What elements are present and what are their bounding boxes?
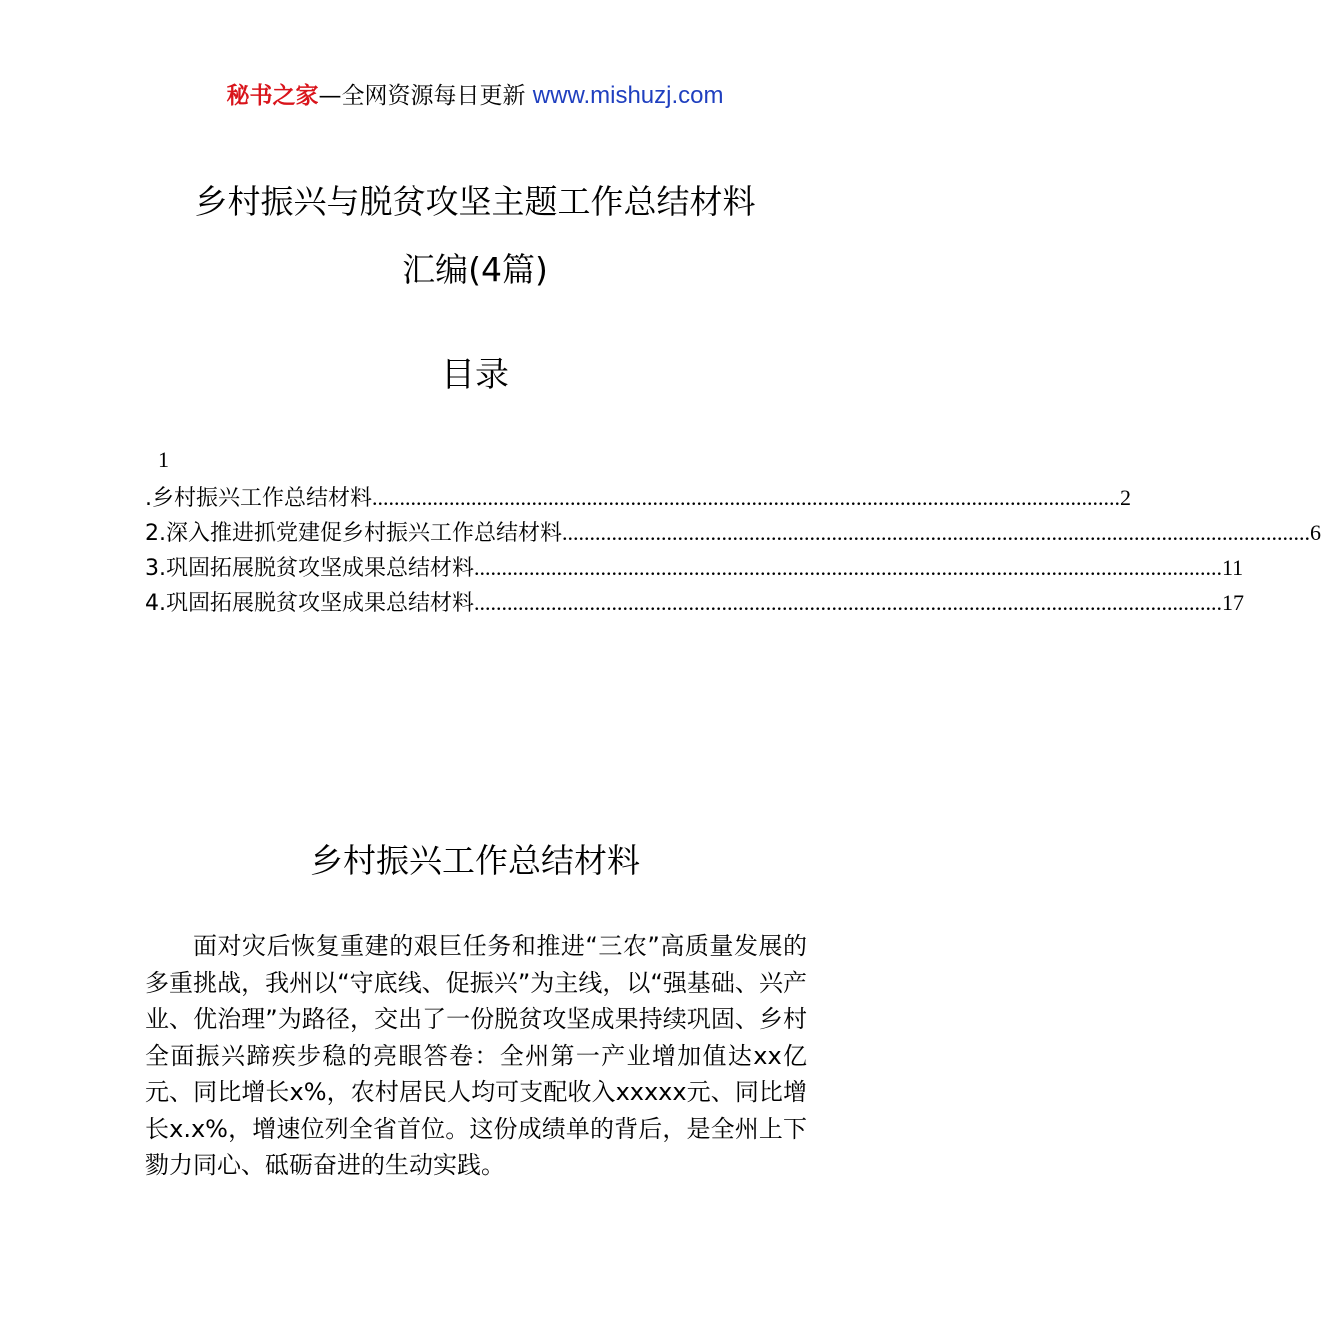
document-title-line1: 乡村振兴与脱贫攻坚主题工作总结材料 xyxy=(194,182,756,221)
document-title-line2: 汇编(4篇) xyxy=(402,250,548,289)
header-banner xyxy=(0,80,950,112)
toc-dot-leader: ........................................................................................................................................ xyxy=(474,555,1222,580)
toc-dot-leader: ........................................................................................................................................ xyxy=(474,590,1222,615)
toc-dot-leader: ........................................................................................................................................ xyxy=(562,520,1310,545)
site-url-link[interactable]: www.mishuzj.com xyxy=(532,82,724,109)
toc-entry-label: 4.巩固拓展脱贫攻坚成果总结材料 xyxy=(145,591,474,616)
toc-entry-label: 3.巩固拓展脱贫攻坚成果总结材料 xyxy=(145,556,474,581)
toc-entry[interactable] xyxy=(145,515,1321,550)
toc-entry-label: 2.深入推进抓党建促乡村振兴工作总结材料 xyxy=(145,521,562,546)
body-paragraph: 面对灾后恢复重建的艰巨任务和推进“三农”高质量发展的多重挑战，我州以“守底线、促振兴”为主线，以“强基础、兴产业、优治理”为路径，交出了一份脱贫攻坚成果持续巩固、乡村全面振兴蹄疾步稳的亮眼答卷：全州第一产业增加值达xx亿元、同比增长x%，农村居民人均可支配收入xxxxx元、同比增长x.x%，增速位列全省首位。这份成绩单的背后，是全州上下勠力同心、砥砺奋进的生动实践。 xyxy=(145,932,807,1179)
toc-entry-label: .乡村振兴工作总结材料 xyxy=(145,486,372,511)
toc-entry[interactable] xyxy=(145,480,1131,515)
toc-dot-leader: ........................................................................................................................................ xyxy=(372,485,1120,510)
toc-stray-number: 1 xyxy=(158,447,169,472)
toc-entry-page: 6 xyxy=(1310,520,1321,545)
toc-entry[interactable] xyxy=(145,585,1244,620)
brand-name: 秘书之家 xyxy=(226,83,319,109)
toc-entry-page: 2 xyxy=(1120,485,1131,510)
toc-entry-page: 11 xyxy=(1222,555,1244,580)
toc-entry[interactable] xyxy=(145,550,1244,585)
table-of-contents xyxy=(145,480,1321,620)
section-title: 乡村振兴工作总结材料 xyxy=(310,841,640,880)
header-tagline: —全网资源每日更新 xyxy=(318,83,526,109)
toc-heading: 目录 xyxy=(441,355,509,395)
toc-entry-page: 17 xyxy=(1222,590,1244,615)
